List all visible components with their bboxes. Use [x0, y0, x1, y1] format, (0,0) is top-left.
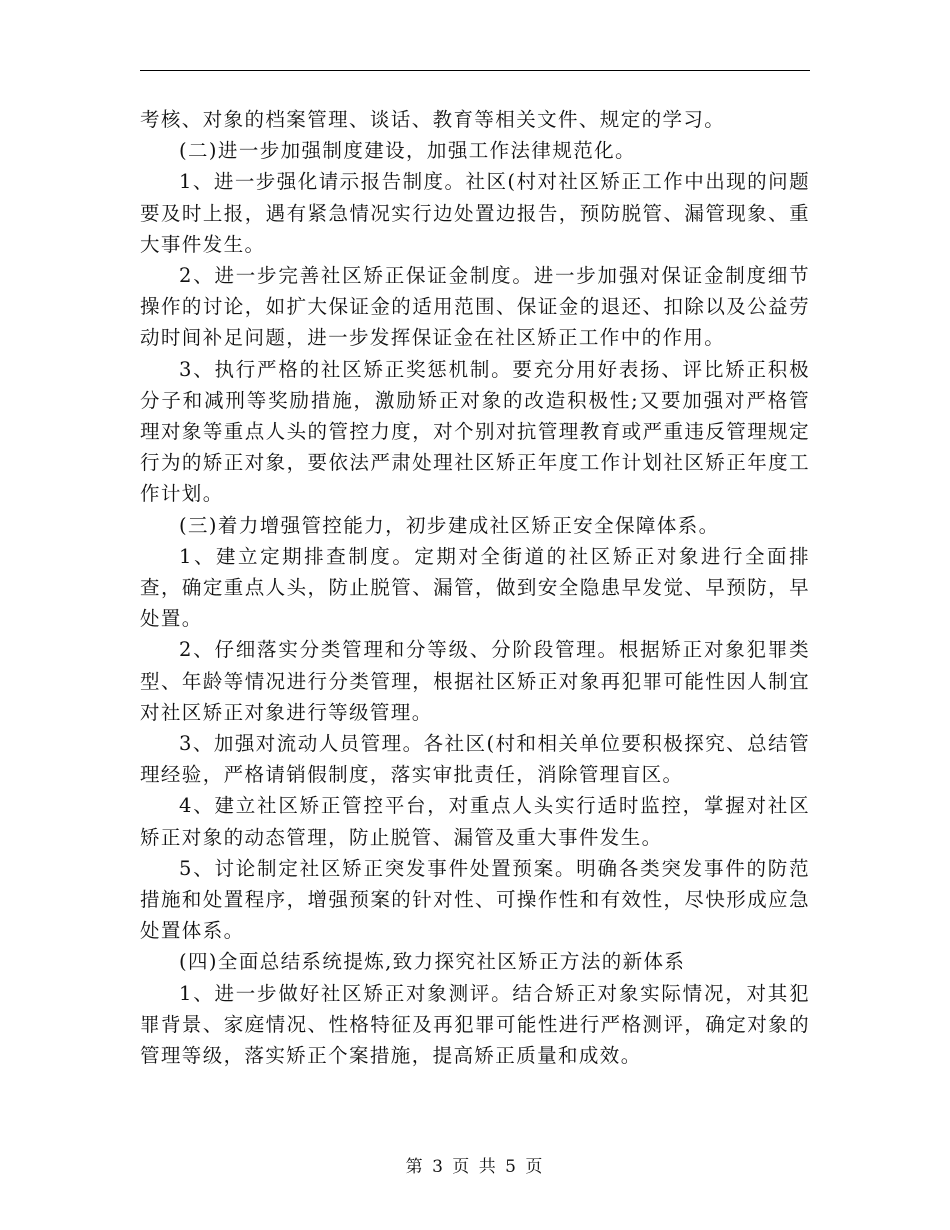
paragraph: 3、执行严格的社区矫正奖惩机制。要充分用好表扬、评比矫正积极分子和减刑等奖励措施，激励矫正对象的改造积极性;又要加强对严格管理对象等重点人头的管控力度，对个别对抗管理教育或严重违反管理规定行为的矫正对象，要依法严肃处理社区矫正年度工作计划社区矫正年度工作计划。: [140, 357, 810, 506]
document-body: [140, 104, 810, 1071]
paragraph: 1、进一步强化请示报告制度。社区(村对社区矫正工作中出现的问题要及时上报，遇有紧急情况实行边处置边报告，预防脱管、漏管现象、重大事件发生。: [140, 170, 810, 256]
paragraph: 2、仔细落实分类管理和分等级、分阶段管理。根据矫正对象犯罪类型、年龄等情况进行分类管理，根据社区矫正对象再犯罪可能性因人制宜对社区矫正对象进行等级管理。: [140, 638, 810, 724]
section-heading-3: (三)着力增强管控能力，初步建成社区矫正安全保障体系。: [179, 513, 720, 537]
paragraph: 2、进一步完善社区矫正保证金制度。进一步加强对保证金制度细节操作的讨论，如扩大保证金的适用范围、保证金的退还、扣除以及公益劳动时间补足问题，进一步发挥保证金在社区矫正工作中的作用。: [140, 264, 810, 350]
paragraph: 5、讨论制定社区矫正突发事件处置预案。明确各类突发事件的防范措施和处置程序，增强预案的针对性、可操作性和有效性，尽快形成应急处置体系。: [140, 856, 810, 943]
paragraph: 4、建立社区矫正管控平台，对重点人头实行适时监控，掌握对社区矫正对象的动态管理，防止脱管、漏管及重大事件发生。: [140, 794, 810, 849]
paragraph: 1、进一步做好社区矫正对象测评。结合矫正对象实际情况，对其犯罪背景、家庭情况、性格特征及再犯罪可能性进行严格测评，确定对象的管理等级，落实矫正个案措施，提高矫正质量和成效。: [140, 981, 810, 1068]
paragraph-continuation: 考核、对象的档案管理、谈话、教育等相关文件、规定的学习。: [140, 108, 726, 131]
header-rule: [140, 70, 810, 71]
paragraph: 1、建立定期排查制度。定期对全街道的社区矫正对象进行全面排查，确定重点人头，防止脱管、漏管，做到安全隐患早发觉、早预防，早处置。: [140, 544, 810, 631]
page-number: 第 3 页 共 5 页: [405, 1157, 545, 1177]
section-heading-4: (四)全面总结系统提炼,致力探究社区矫正方法的新体系: [179, 950, 686, 974]
paragraph: 3、加强对流动人员管理。各社区(村和相关单位要积极探究、总结管理经验，严格请销假制度，落实审批责任，消除管理盲区。: [140, 732, 810, 787]
section-heading-2: (二)进一步加强制度建设，加强工作法律规范化。: [179, 139, 636, 163]
